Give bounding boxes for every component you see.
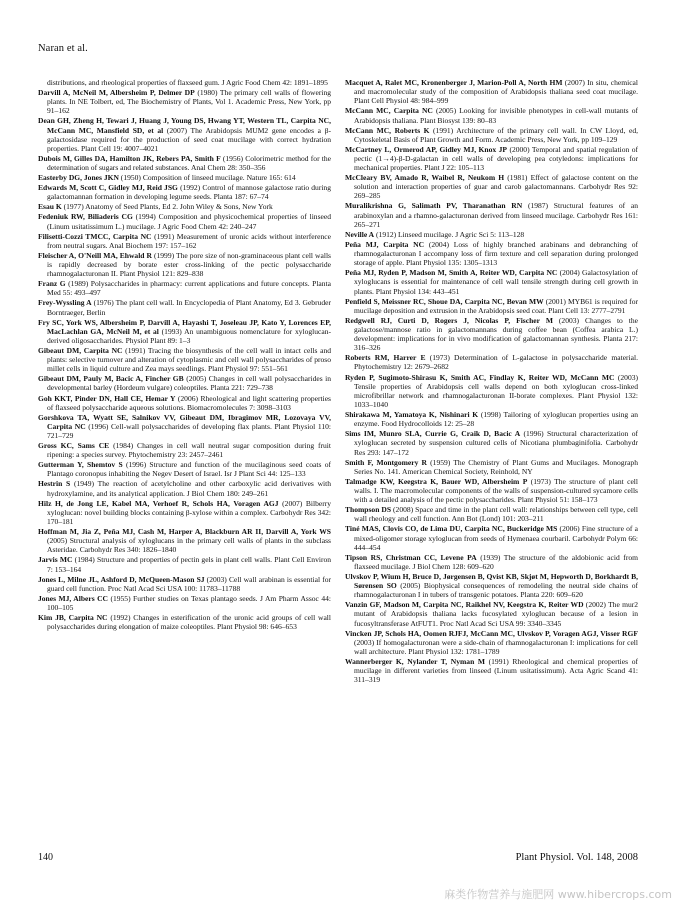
reference-text: (1980) The primary cell walls of flowering plants. In NE Tolbert, ed, The Biochemistry of Plants, Vol 1. Academic Press, New York, pp 91–162 [47, 88, 332, 116]
reference-authors: Edwards M, Scott C, Gidley MJ, Reid JSG [38, 183, 178, 193]
reference-entry [345, 201, 638, 228]
reference-entry [38, 374, 331, 392]
reference-authors: Vanzin GF, Madson M, Carpita NC, Raikhel NV, Keegstra K, Reiter WD [345, 600, 584, 610]
reference-authors: Macquet A, Ralet MC, Kronenberger J, Marion-Poll A, North HM [345, 78, 563, 87]
reference-text: (2000) Temporal and spatial regulation of pectic (1→4)-β-D-galactan in cell walls of developing pea cotyledons: implications for mechanical properties. Plant J 22: 105–113 [354, 144, 638, 173]
reference-entry [345, 524, 638, 551]
reference-authors: Gorshkova TA, Wyatt SE, Salnikov VV, Gibeaut DM, Ibragimov MR, Lozovaya VV, Carpita NC [38, 412, 331, 431]
reference-authors: Redgwell RJ, Curti D, Rogers J, Nicolas P, Fischer M [345, 315, 553, 325]
reference-text: (2001) MYB61 is required for mucilage deposition and extrusion in the Arabidopsis seed coat. Plant Cell 13: 2777–2791 [354, 296, 638, 315]
reference-entry [345, 240, 638, 267]
reference-text: (2005) Structural analysis of xyloglucans in the primary cell walls of plants in the subclass Asteridae. Carbohydr Res 340: 1826–1840 [47, 536, 331, 555]
reference-authors: Tipson RS, Christman CC, Levene PA [345, 552, 477, 562]
reference-entry [38, 394, 331, 412]
reference-text: (2008) Space and time in the plant cell wall: relationships between cell type, cell wall rheology and cell function. Ann Bot (Lond) 101: 203–211 [354, 505, 638, 524]
reference-authors: Filisetti-Cozzi TMCC, Carpita NC [38, 231, 152, 241]
reference-text: (1992) Control of mannose galactose ratio during galactomannan formation in developing legume seeds. Planta 187: 67–74 [47, 183, 331, 202]
reference-authors: Jones MJ, Albers CC [38, 593, 109, 603]
reference-entry [345, 126, 638, 144]
reference-entry [345, 78, 638, 105]
reference-text: (1996) Structural characterization of xyloglucan secreted by suspension cultured cells of Nicotiana plumbaginifolia. Carbohydr Res 293: 147–172 [354, 429, 638, 457]
reference-text: (2007) Bilberry xyloglucan: novel building blocks containing β-xylose within a complex. Carbohydr Res 342: 170–181 [47, 498, 331, 526]
reference-text: (2003) If homogalacturonan were a side-chain of rhamnogalacturonan I: implications for cell wall architecture. Plant Physiol 132: 1781–1789 [354, 637, 638, 656]
reference-authors: Kim JB, Carpita NC [38, 613, 108, 623]
reference-authors: Thompson DS [345, 505, 392, 515]
reference-entry [345, 477, 638, 504]
reference-entry [345, 458, 638, 476]
reference-text: (1984) Structure and properties of pectin gels in plant cell walls. Plant Cell Environ 7: 153–164 [47, 555, 332, 574]
reference-entry [38, 78, 331, 87]
reference-entry [345, 657, 638, 684]
reference-text: (1973) Determination of L-galactose in polysaccharide material. Phytochemistry 12: 2679–2682 [354, 353, 638, 372]
reference-authors: Dubois M, Gilles DA, Hamilton JK, Rebers PA, Smith F [38, 153, 221, 163]
watermark: 麻类作物营养与施肥网 www.hibercrops.com [444, 888, 672, 901]
reference-authors: Esau K [38, 202, 62, 212]
reference-entry [38, 88, 331, 115]
reference-authors: Roberts RM, Harrer E [345, 353, 426, 363]
reference-authors: Gibeaut DM, Carpita NC [38, 345, 123, 355]
reference-entry [345, 629, 638, 656]
reference-entry [38, 298, 331, 316]
reference-entry [38, 413, 331, 440]
reference-text: (1949) The reaction of acetylcholine and other carboxylic acid derivatives with hydroxylamine, and its analytical application. J Biol Chem 180: 249–261 [47, 479, 331, 498]
reference-entry [38, 183, 331, 201]
reference-text: (1987) Structural features of an arabinoxylan and a rhamno-galacturonan derived from linseed mucilage. Carbohydr Res 161: 265–271 [354, 201, 639, 229]
reference-entry [38, 479, 331, 497]
reference-authors: Vincken JP, Schols HA, Oomen RJFJ, McCann MC, Ulvskov P, Voragen AGJ, Visser RGF [345, 628, 638, 638]
reference-entry [38, 173, 331, 182]
reference-text: (2002) The mur2 mutant of Arabidopsis thaliana lacks fucosylated xyloglucan because of a lesion in fucosyltransferase AtFUT1. Proc Natl Acad Sci USA 99: 3340–3345 [354, 600, 639, 628]
reference-authors: Hoffman M, Jia Z, Peña MJ, Cash M, Harper A, Blackburn AR II, Darvill A, York WS [38, 527, 331, 537]
reference-authors: Frey-Wyssling A [38, 298, 92, 308]
reference-text: (1977) Anatomy of Seed Plants, Ed 2. John Wiley & Sons, New York [61, 202, 273, 212]
reference-entry [38, 594, 331, 612]
reference-entry [38, 555, 331, 573]
reference-entry [345, 505, 638, 523]
reference-authors: Hilz H, de Jong LE, Kabel MA, Verhoef R, Schols HA, Voragen AGJ [38, 498, 279, 508]
reference-authors: Shirakawa M, Yamatoya K, Nishinari K [345, 410, 479, 420]
reference-text: (1950) Composition of linseed mucilage. Nature 165: 614 [118, 173, 296, 183]
reference-authors: Hestrin S [38, 479, 71, 489]
reference-entry [38, 441, 331, 459]
reference-entry [345, 353, 638, 371]
reference-entry [345, 297, 638, 315]
reference-authors: Easterby DG, Jones JKN [38, 173, 119, 183]
reference-entry [38, 116, 331, 153]
reference-entry [345, 410, 638, 428]
reference-entry [38, 460, 331, 478]
reference-authors: Wannerberger K, Nylander T, Nyman M [345, 657, 486, 667]
reference-text: (1939) The structure of the aldobionic acid from flaxseed mucilage. J Biol Chem 128: 609–620 [354, 552, 638, 571]
reference-authors: Fry SC, York WS, Albersheim P, Darvill A, Hayashi T, Joseleau JP, Kato Y, Lorences EP, MacLachlan GA, McNeil M, et al [38, 317, 331, 336]
reference-authors: McCartney L, Ormerod AP, Gidley MJ, Knox JP [345, 144, 508, 154]
reference-entry [38, 346, 331, 373]
reference-authors: Peña MJ, Carpita NC [345, 239, 425, 249]
reference-text: (1996) Structure and function of the mucilaginous seed coats of Plantago coronopus inhabiting the Negev Desert of Israel. Isr J Plant Sci 44: 125–133 [47, 460, 331, 479]
reference-text: (2003) Tensile properties of Arabidopsis cell walls depend on both xyloglucan cross-linked microfibrillar network and rhamnogalacturonan II-borate complexes. Plant Physiol 132: 1033–1040 [354, 372, 639, 409]
journal-citation: Plant Physiol. Vol. 148, 2008 [515, 852, 638, 863]
reference-text: (1955) Further studies on Texas plantago seeds. J Am Pharm Assoc 44: 100–105 [47, 593, 331, 612]
reference-text: (2003) Cell wall arabinan is essential for guard cell function. Proc Natl Acad Sci USA 100: 11783–11788 [47, 574, 332, 593]
reference-entry [345, 316, 638, 353]
reference-text: (1973) The structure of plant cell walls. I. The macromolecular components of the walls of suspension-cultured sycamore cells with a detailed analysis of the pectic polysaccharides. Plant Physiol 51: 158–173 [354, 476, 638, 505]
reference-column-left [38, 78, 331, 632]
reference-text: distributions, and rheological properties of flaxseed gum. J Agric Food Chem 42: 1891–1895 [47, 78, 328, 87]
reference-text: (1991) Architecture of the primary cell wall. In CW Lloyd, ed, Cytoskeletal Basis of Plant Growth and Form. Academic Press, New York, pp 109–129 [354, 125, 638, 144]
reference-authors: Gross KC, Sams CE [38, 441, 110, 451]
reference-text: (2004) Galactosylation of xyloglucans is essential for maintenance of cell wall tensile strength during cell growth in plants. Plant Physiol 134: 443–451 [354, 268, 638, 296]
reference-text: (1956) Colorimetric method for the determination of sugars and related substances. Anal Chem 28: 350–356 [47, 153, 331, 173]
reference-entry [38, 318, 331, 345]
reference-entry [345, 553, 638, 571]
reference-entry [38, 202, 331, 211]
reference-text: (1912) Linseed mucilage. J Agric Sci 5: 113–128 [374, 229, 525, 239]
reference-authors: Jones L, Milne JL, Ashford D, McQueen-Mason SJ [38, 574, 205, 584]
reference-entry [345, 572, 638, 599]
reference-text: (1991) Tracing the biosynthesis of the cell wall in intact cells and plants: selective turnover and alteration of cytoplasmic and cell wall polysaccharides of proso millet cells in liquid culture and Zea mays seedlings. Plant Physiol 97: 551–561 [47, 345, 331, 374]
reference-entry [38, 154, 331, 172]
reference-authors: Sims IM, Munro SLA, Currie G, Craik D, Bacic A [345, 429, 521, 439]
reference-entry [345, 600, 638, 627]
reference-entry [345, 429, 638, 456]
reference-text: (2007) In situ, chemical and macromolecular study of the composition of Arabidopsis thaliana seed coat mucilage. Plant Cell Physiol 48: 984–999 [354, 78, 638, 106]
reference-entry [345, 373, 638, 410]
reference-column-right [345, 78, 638, 685]
reference-text: (2003) Changes to the galactose/mannose ratio in galactomannans during coffee bean (Coffea arabica L.) development: implications for in vivo modification of galactomannan synthesis. Planta 217: 316–326 [354, 315, 639, 353]
reference-entry [345, 173, 638, 200]
reference-authors: Talmadge KW, Keegstra K, Bauer WD, Albersheim P [345, 476, 528, 486]
reference-authors: Penfield S, Meissner RC, Shoue DA, Carpita NC, Bevan MW [345, 296, 544, 306]
reference-authors: Ulvskov P, Wium H, Bruce D, Jørgensen B, Qvist KB, Skjøt M, Hepworth D, Borkhardt B, Sørensen SO [345, 571, 638, 591]
reference-text: (1984) Changes in cell wall neutral sugar composition during fruit ripening: a species survey. Phytochemistry 23: 2457–2461 [47, 441, 331, 460]
reference-authors: Gutterman Y, Shemtov S [38, 460, 123, 470]
reference-authors: Dean GH, Zheng H, Tewari J, Huang J, Young DS, Hwang YT, Western TL, Carpita NC, McCann MC, Mansfield SD, et al [38, 116, 331, 135]
reference-entry [38, 499, 331, 526]
reference-entry [38, 212, 331, 230]
reference-authors: Tiné MAS, Clovis CO, de Lima DU, Carpita NC, Buckeridge MS [345, 524, 558, 534]
reference-text: (1994) Composition and physicochemical properties of linseed (Linum usitatissimum L.) mucilage. J Agric Food Chem 42: 240–247 [47, 212, 331, 231]
reference-text: (2005) Changes in cell wall polysaccharides in developmental barley (Hordeum vulgare) coleoptiles. Planta 221: 729–738 [47, 374, 331, 393]
reference-text: (2007) The Arabidopsis MUM2 gene encodes a β-galactosidase required for the production of seed coat mucilage with correct hydration properties. Plant Cell 19: 4007–4021 [47, 125, 331, 153]
reference-authors: Fedeniuk RW, Biliaderis CG [38, 212, 133, 222]
reference-authors: Ryden P, Sugimoto-Shirasu K, Smith AC, Findlay K, Reiter WD, McCann MC [345, 372, 615, 382]
reference-text: (1998) Tailoring of xyloglucan properties using an enzyme. Food Hydrocolloids 12: 25–28 [354, 410, 638, 429]
reference-authors: McCleary BV, Amado R, Waibel R, Neukom H [345, 173, 505, 183]
reference-authors: McCann MC, Roberts K [345, 125, 430, 135]
page-number: 140 [38, 852, 53, 863]
reference-authors: McCann MC, Carpita NC [345, 106, 433, 116]
reference-text: (1991) Rheological and chemical properties of mucilage in different varieties from linseed (Linum usitatissimum). Acta Agric Scand 41: 311–319 [354, 657, 638, 685]
reference-entry [38, 613, 331, 631]
reference-entry [345, 268, 638, 295]
reference-authors: Smith F, Montgomery R [345, 457, 427, 467]
reference-entry [38, 575, 331, 593]
reference-authors: Neville A [345, 229, 375, 239]
reference-authors: Muralikrishna G, Salimath PV, Tharanathan RN [345, 201, 523, 211]
reference-text: (1959) The Chemistry of Plant Gums and Mucilages. Monograph Series No. 141. American Chemical Society, Reinhold, NY [354, 457, 638, 476]
reference-authors: Gibeaut DM, Pauly M, Bacic A, Fincher GB [38, 374, 184, 384]
reference-entry [38, 527, 331, 554]
reference-text: (1981) Effect of galactose content on the solution and interaction properties of guar and carob galactomannans. Carbohydr Res 92: 269–285 [354, 173, 638, 201]
reference-text: (2004) Loss of highly branched arabinans and debranching of rhamnogalacturonan I accompany loss of firm texture and cell separation during prolonged storage of apple. Plant Physiol 135: 1305–1313 [354, 239, 638, 268]
reference-text: (1992) Changes in esterification of the uronic acid groups of cell wall polysaccharides during elongation of maize coleoptiles. Plant Physiol 98: 646–653 [47, 613, 331, 632]
reference-authors: Darvill A, McNeil M, Albersheim P, Delmer DP [38, 88, 195, 98]
reference-entry [38, 232, 331, 250]
reference-authors: Peña MJ, Ryden P, Madson M, Smith A, Reiter WD, Carpita NC [345, 268, 558, 278]
reference-entry [345, 106, 638, 124]
reference-text: (2005) Looking for invisible phenotypes in cell-wall mutants of Arabidopsis thaliana. Plant Biosyst 139: 80–83 [354, 106, 638, 125]
reference-authors: Fleischer A, O'Neill MA, Ehwald R [38, 250, 152, 260]
reference-text: (2006) Fine structure of a mixed-oligomer storage xyloglucan from seeds of Hymenaea courbaril. Carbohydr Polym 66: 444–454 [354, 524, 638, 552]
reference-entry [38, 251, 331, 278]
reference-text: (1996) Cell-wall polysaccharides of developing flax plants. Plant Physiol 110: 721–729 [47, 421, 331, 441]
running-head: Naran et al. [38, 43, 88, 54]
reference-text: (1989) Polysaccharides in pharmacy: current applications and future concepts. Planta Med 55: 493–497 [47, 279, 331, 298]
reference-authors: Jarvis MC [38, 555, 73, 565]
reference-entry [345, 230, 638, 239]
reference-text: (1991) Measurement of uronic acids without interference from neutral sugars. Anal Biochem 197: 157–162 [47, 231, 331, 250]
reference-text: (1993) An unambiguous nomenclature for xyloglucan-derived oligosaccharides. Physiol Plant 89: 1–3 [47, 326, 331, 345]
reference-entry [345, 145, 638, 172]
reference-authors: Franz G [38, 279, 66, 289]
reference-text: (1999) The pore size of non-graminaceous plant cell walls is rapidly decreased by borate ester cross-linking of the pectic polysaccharide rhamnogalacturonan II. Plant Physiol 121: 829–838 [47, 250, 331, 279]
reference-entry [38, 279, 331, 297]
reference-text: (1976) The plant cell wall. In Encyclopedia of Plant Anatomy, Ed 3. Gebruder Borntraeger, Berlin [47, 298, 331, 317]
reference-authors: Goh KKT, Pinder DN, Hall CE, Hemar Y [38, 393, 176, 403]
reference-text: (2006) Rheological and light scattering properties of flaxseed polysaccharide aqueous solutions. Biomacromolecules 7: 3098–3103 [47, 393, 331, 412]
reference-text: (2005) Biophysical consequences of remodeling the neutral side chains of rhamnogalacturonan I in tubers of transgenic potatoes. Planta 220: 609–620 [354, 581, 638, 600]
